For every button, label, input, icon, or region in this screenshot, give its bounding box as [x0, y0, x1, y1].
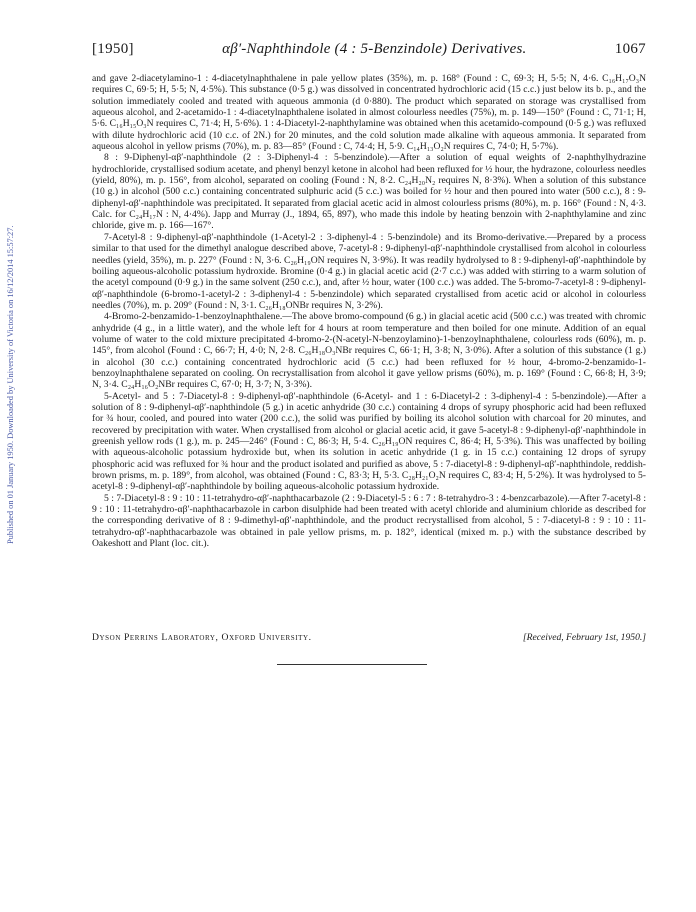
end-rule	[277, 664, 427, 665]
header-year: [1950]	[92, 41, 134, 57]
article-footer	[92, 632, 646, 643]
paragraph-acetyl-diacetyl: 5-Acetyl- and 5 : 7-Diacetyl-8 : 9-diphenyl-αβ′-naphthindole (6-Acetyl- and 1 : 6-Diacetyl-2 : 3-diphenyl-4 : 5-benzindole).—After a solution of 8 : 9-diphenyl-αβ′-naphthindole (5 g.) in acetic anhydride (30 c.c.) containing 4 drops of syrupy phosphoric acid had been refluxed for ¾ hour, cooled, and poured into water (200 c.c.), the solid was purified by boiling its alcohol solution with charcoal for 20 minutes, and recovered by precipitation with water. When crystallised from alcohol or glacial acetic acid, it gave 5-acetyl-8 : 9-diphenyl-αβ′-naphthindole in greenish yellow rods (1 g.), m. p. 245—246° (Found : C, 86·3; H, 5·4. C₂₆H₁₉ON requires C, 86·4; H, 5·3%). This was unaffected by boiling with aqueous-alcoholic potassium hydroxide but, when its solution in acetic anhydride (1 g. in 15 c.c.) containing 12 drops of syrupy phosphoric acid was refluxed for ¾ hour and the product isolated and purified as above, 5 : 7-diacetyl-8 : 9-diphenyl-αβ′-naphthindole, reddish-brown prisms, m. p. 189°, from alcohol, was obtained (Found : C, 83·3; H, 5·3. C₂₈H₂₁O₂N requires C, 83·4; H, 5·2%). It was hydrolysed to 5-acetyl-8 : 9-diphenyl-αβ′-naphthindole by boiling aqueous-alcoholic potassium hydroxide.	[92, 390, 646, 493]
paragraph-diphenyl-naphthindole: 8 : 9-Diphenyl-αβ′-naphthindole (2 : 3-Diphenyl-4 : 5-benzindole).—After a solution of equal weights of 2-naphthylhydrazine hydrochloride, crystallised sodium acetate, and phenyl benzyl ketone in alcohol had been refluxed for ½ hour, the hydrazone, colourless needles (yield, 80%), m. p. 156°, from alcohol, separated on cooling (Found : N, 8·2. C₂₄H₂₀N₂ requires N, 8·3%). When a solution of this substance (10 g.) in alcohol (500 c.c.) containing concentrated sulphuric acid (5 c.c.) was boiled for ½ hour and then poured into water (500 c.c.), 8 : 9-diphenyl-αβ′-naphthindole was precipitated. It separated from glacial acetic acid in almost colourless prisms (80%), m. p. 166° (Found : N, 4·3. Calc. for C₂₄H₁₇N : N, 4·4%). Japp and Murray (J., 1894, 65, 897), who made this indole by heating benzoin with 2-naphthylamine and zinc chloride, give m. p. 166—167°.	[92, 152, 646, 232]
page-header	[92, 41, 646, 63]
laboratory-affiliation: Dyson Perrins Laboratory, Oxford University.	[92, 632, 312, 643]
paragraph-acetyl-diphenyl: 7-Acetyl-8 : 9-diphenyl-αβ′-naphthindole (1-Acetyl-2 : 3-diphenyl-4 : 5-benzindole) and its Bromo-derivative.—Prepared by a process similar to that used for the dimethyl analogue described above, 7-acetyl-8 : 9-diphenyl-αβ′-naphthindole crystallised from alcohol in colourless needles (yield, 35%), m. p. 227° (Found : N, 3·6. C₂₆H₁₉ON requires N, 3·9%). It was readily hydrolysed to 8 : 9-diphenyl-αβ′-naphthindole by boiling aqueous-alcoholic potassium hydroxide. Bromine (0·4 g.) in glacial acetic acid (2·7 c.c.) was added with stirring to a warm solution of the acetyl compound (0·9 g.) in the same solvent (250 c.c.), and, after ½ hour, water (100 c.c.) was added. The 5-bromo-7-acetyl-8 : 9-diphenyl-αβ′-naphthindole (6-bromo-1-acetyl-2 : 3-diphenyl-4 : 5-benzindole) which separated crystallised from acetic acid or alcohol in colourless needles (70%), m. p. 209° (Found : N, 3·1. C₂₆H₁₈ONBr requires N, 3·2%).	[92, 231, 646, 311]
paragraph-tetrahydro-naphthacarbazole: 5 : 7-Diacetyl-8 : 9 : 10 : 11-tetrahydro-αβ′-naphthacarbazole (2 : 9-Diacetyl-5 : 6 : 7 : 8-tetrahydro-3 : 4-benzcarbazole).—After 7-acetyl-8 : 9 : 10 : 11-tetrahydro-αβ′-naphthacarbazole in carbon disulphide had been treated with acetyl chloride and aluminium chloride as described for the corresponding derivative of 8 : 9-dimethyl-αβ′-naphthindole, and the product recrystallised from alcohol, 5 : 7-diacetyl-8 : 9 : 10 : 11-tetrahydro-αβ′-naphthacarbazole was obtained in pale yellow prisms, m. p. 182°, identical (mixed m. p.) with the substance described by Oakeshott and Plant (loc. cit.).	[92, 492, 646, 550]
header-title: αβ′-Naphthindole (4 : 5-Benzindole) Derivatives.	[222, 41, 527, 57]
publication-watermark: Published on 01 January 1950. Downloaded by University of Victoria on 16/12/2014 15:57:27.	[6, 225, 15, 545]
article-body	[92, 73, 646, 549]
paragraph-bromo-benzamido: 4-Bromo-2-benzamido-1-benzoylnaphthalene.—The above bromo-compound (6 g.) in glacial acetic acid (500 c.c.) was treated with chromic anhydride (4 g., in a little water), and the whole left for 4 hours at room temperature and then boiled for one minute. Addition of an equal volume of water to the cold mixture precipitated 4-bromo-2-(N-acetyl-N-benzoylamino)-1-benzoylnaphthalene, colourless rods (60%), m. p. 145°, from alcohol (Found : C, 66·7; H, 4·0; N, 2·8. C₂₆H₁₈O₃NBr requires C, 66·1; H, 3·8; N, 3·0%). After a solution of this substance (1 g.) in alcohol (30 c.c.) containing concentrated hydrochloric acid (5 c.c.) had been refluxed for ½ hour, 4-bromo-2-benzamido-1-benzoylnaphthalene separated on cooling. On recrystallisation from alcohol it gave yellow prisms (60%), m. p. 169° (Found : C, 66·8; H, 3·9; N, 3·4. C₂₄H₁₆O₂NBr requires C, 67·0; H, 3·7; N, 3·3%).	[92, 311, 646, 391]
header-page-number: 1067	[614, 41, 646, 57]
received-date: [Received, February 1st, 1950.]	[522, 632, 646, 643]
paragraph-diacetylamino: and gave 2-diacetylamino-1 : 4-diacetylnaphthalene in pale yellow plates (35%), m. p. 168° (Found : C, 69·3; H, 5·5; N, 4·6. C₁₆H₁₇O₃N requires C, 69·5; H, 5·5; N, 4·5%). This substance (0·5 g.) was dissolved in concentrated hydrochloric acid (15 c.c.) just below its b. p., and the solution immediately cooled and treated with aqueous ammonia (d 0·880). The product which separated on storage was crystallised from aqueous alcohol, and 2-acetamido-1 : 4-diacetylnaphthalene isolated in almost colourless needles (75%), m. p. 149—150° (Found : C, 71·1; H, 5·6. C₁₆H₁₅O₃N requires C, 71·4; H, 5·6%). 1 : 4-Diacetyl-2-naphthylamine was obtained when this acetamido-compound (0·5 g.) was refluxed with dilute hydrochloric acid (10 c.c. of 2N.) for 20 minutes, and the cold solution made alkaline with aqueous ammonia. It separated from aqueous alcohol in yellow prisms (70%), m. p. 83—85° (Found : C, 74·4; H, 5·9. C₁₄H₁₃O₂N requires C, 74·0; H, 5·7%).	[92, 73, 646, 153]
